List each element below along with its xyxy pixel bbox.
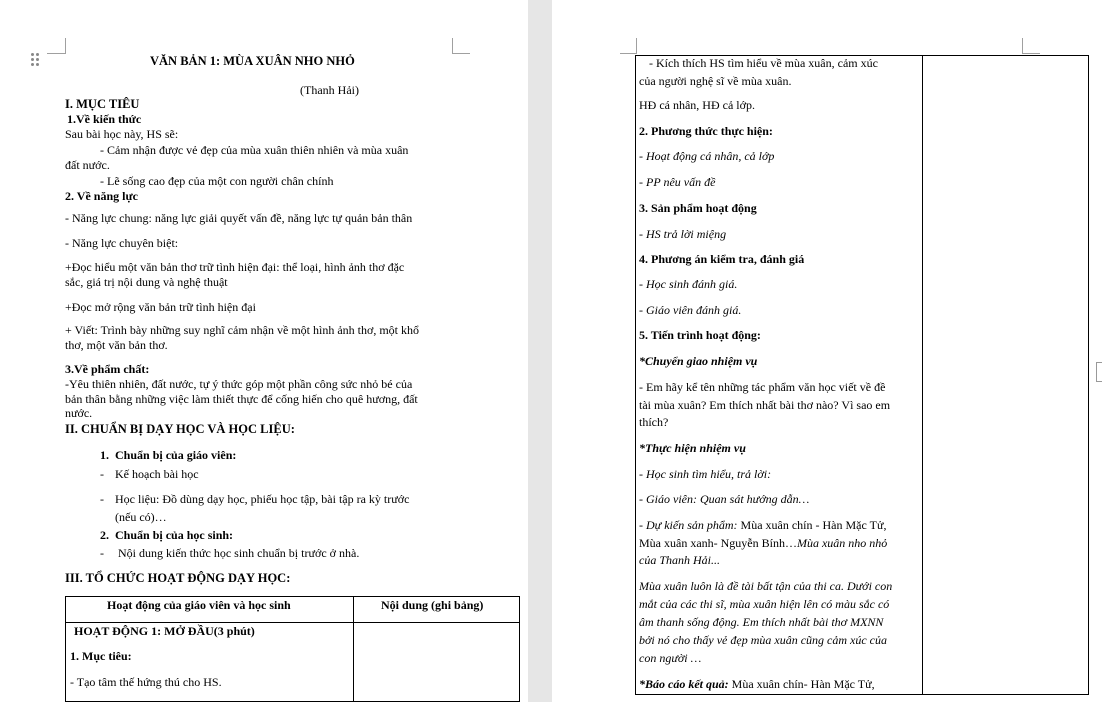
table-cell-content (353, 622, 520, 702)
expected-product-text: Mùa xuân chín - Hàn Mặc Tử, (737, 518, 887, 532)
activity-1-objective-text: - Tạo tâm thế hứng thú cho HS. (70, 675, 222, 689)
bullet-dash: - (100, 467, 104, 481)
report-result-label: *Báo cáo kết quả: (639, 677, 729, 691)
report-result (639, 677, 875, 692)
competence-specific: - Năng lực chuyên biệt: (65, 236, 179, 250)
document-page-left (0, 0, 528, 702)
perform-student: - Học sinh tìm hiểu, trả lời: (639, 467, 772, 481)
task-question-end: thích? (639, 415, 669, 429)
section-heading-objectives: I. MỤC TIÊU (65, 97, 140, 111)
student-prep-item-1: Nội dung kiến thức học sinh chuẩn bị trước ở nhà. (118, 546, 360, 560)
assessment-item-2: - Giáo viên đánh giá. (639, 303, 742, 317)
objective-text: - Kích thích HS tìm hiểu về mùa xuân, cảm xúc (649, 56, 878, 70)
sample-answer-line-1: Mùa xuân luôn là đề tài bất tận của thi ca. Dưới con (639, 579, 893, 593)
method-item-1: - Hoạt động cá nhân, cả lớp (639, 149, 775, 163)
subheading-qualities: 3.Về phẩm chất: (65, 362, 150, 376)
qualities-text: -Yêu thiên nhiên, đất nước, tự ý thức góp một phần công sức nhỏ bé của (65, 377, 413, 391)
bullet-dash: - (100, 492, 104, 506)
expected-product-cont (639, 536, 887, 551)
section-heading-activities: III. TỔ CHỨC HOẠT ĐỘNG DẠY HỌC: (65, 571, 291, 585)
objective-text-cont: của người nghệ sĩ về mùa xuân. (639, 74, 792, 88)
competence-reading: +Đọc hiểu một văn bản thơ trữ tình hiện đại: thể loại, hình ảnh thơ đặc (65, 260, 405, 274)
activity-1-title: HOẠT ĐỘNG 1: MỞ ĐẦU(3 phút) (74, 624, 255, 638)
task-question: - Em hãy kể tên những tác phẩm văn học viết về đề (639, 380, 886, 394)
competence-extended-reading: +Đọc mở rộng văn bản trữ tình hiện đại (65, 300, 256, 314)
report-result-text: Mùa xuân chín- Hàn Mặc Tử, (728, 677, 875, 691)
intro-text: Sau bài học này, HS sẽ: (65, 127, 179, 141)
page-edge-marker (1096, 362, 1102, 382)
expected-product-end: của Thanh Hải... (639, 553, 720, 567)
step-assign-task: *Chuyển giao nhiệm vụ (639, 354, 758, 368)
competence-reading-cont: sắc, giá trị nội dung và nghệ thuật (65, 275, 228, 289)
section-heading-preparation: II. CHUẨN BỊ DẠY HỌC VÀ HỌC LIỆU: (65, 422, 295, 436)
product-item: - HS trả lời miệng (639, 227, 727, 241)
step-perform-task: *Thực hiện nhiệm vụ (639, 441, 746, 455)
subheading-knowledge: 1.Về kiến thức (67, 112, 142, 126)
task-question-cont: tài mùa xuân? Em thích nhất bài thơ nào? Vì sao em (639, 398, 891, 412)
heading-assessment: 4. Phương án kiểm tra, đánh giá (639, 252, 805, 266)
expected-product (639, 518, 886, 533)
method-item-2: - PP nêu vấn đề (639, 175, 716, 189)
assessment-item-1: - Học sinh đánh giá. (639, 277, 738, 291)
heading-process: 5. Tiến trình hoạt động: (639, 328, 761, 342)
student-prep-heading: Chuẩn bị của học sinh: (115, 528, 234, 542)
activity-mode: HĐ cá nhân, HĐ cả lớp. (639, 98, 755, 112)
author-line: (Thanh Hải) (300, 83, 359, 97)
student-prep-number: 2. (100, 528, 109, 542)
teacher-prep-item-1: Kế hoạch bài học (115, 467, 199, 481)
document-title: VĂN BẢN 1: MÙA XUÂN NHO NHỎ (150, 54, 355, 68)
expected-product-label: - Dự kiến sản phẩm: (639, 518, 738, 532)
qualities-text-cont: bản thân bằng những việc làm thiết thực để cống hiến cho quê hương, đất (65, 392, 418, 406)
sample-answer-line-3: âm thanh sống động. Em thích nhất bài thơ MXNN (639, 615, 884, 629)
teacher-prep-item-2: Học liệu: Đồ dùng dạy học, phiếu học tập, bài tập ra kỳ trước (115, 492, 410, 506)
heading-product: 3. Sản phẩm hoạt động (639, 201, 757, 215)
activity-1-objective: 1. Mục tiêu: (70, 649, 132, 663)
teacher-prep-item-2-cont: (nếu có)… (115, 510, 167, 524)
table-cell-content (922, 55, 1089, 695)
perform-teacher: - Giáo viên: Quan sát hướng dẫn… (639, 492, 810, 506)
sample-answer-line-2: mắt của các thi sĩ, mùa xuân hiện lên có màu sắc có (639, 597, 890, 611)
teacher-prep-number: 1. (100, 448, 109, 462)
expected-product-cont-italic: Mùa xuân nho nhỏ (796, 536, 888, 550)
heading-method: 2. Phương thức thực hiện: (639, 124, 773, 138)
knowledge-item-2: - Lẽ sống cao đẹp của một con người chân chính (100, 174, 334, 188)
competence-writing: + Viết: Trình bày những suy nghĩ cảm nhận về một hình ảnh thơ, một khổ (65, 323, 419, 337)
competence-general: - Năng lực chung: năng lực giải quyết vấn đề, năng lực tự quản bản thân (65, 211, 413, 225)
document-page-right (552, 0, 1102, 702)
teacher-prep-heading: Chuẩn bị của giáo viên: (115, 448, 237, 462)
table-header-activities: Hoạt động của giáo viên và học sinh (107, 598, 291, 612)
knowledge-item-1-cont: đất nước. (65, 158, 110, 172)
expected-product-cont-text: Mùa xuân xanh- Nguyễn Bính… (639, 536, 797, 550)
knowledge-item-1: - Cảm nhận được vẻ đẹp của mùa xuân thiên nhiên và mùa xuân (100, 143, 409, 157)
bullet-dash: - (100, 546, 104, 560)
sample-answer-line-4: bởi nó cho thấy vẻ đẹp mùa xuân cũng cảm xúc của (639, 633, 887, 647)
table-header-content: Nội dung (ghi bảng) (381, 598, 484, 612)
competence-writing-cont: thơ, một văn bản thơ. (65, 338, 168, 352)
drag-handle-icon[interactable] (31, 53, 41, 67)
subheading-competence: 2. Về năng lực (65, 189, 138, 203)
sample-answer-line-5: con người … (639, 651, 702, 665)
qualities-text-end: nước. (65, 406, 93, 420)
